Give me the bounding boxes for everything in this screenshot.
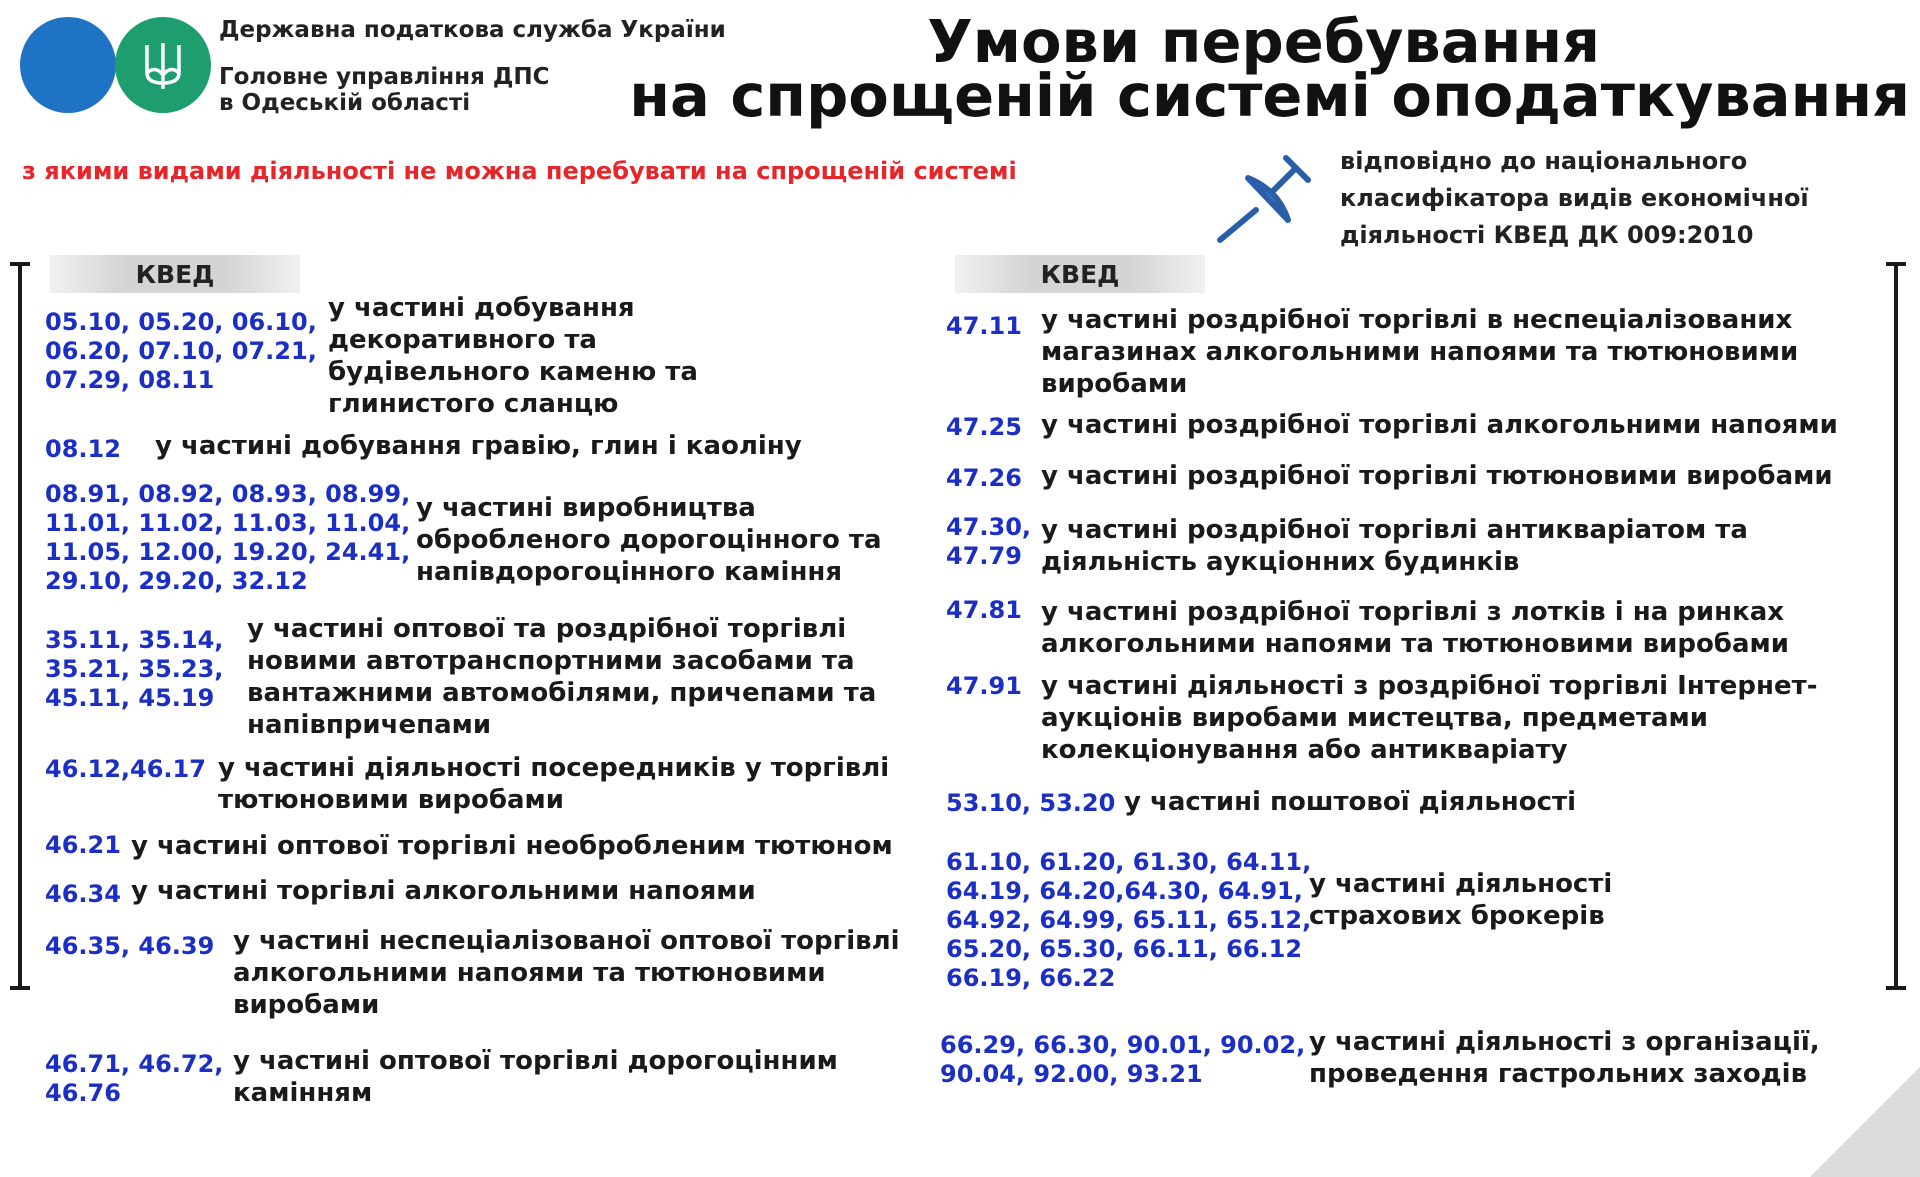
desc-line: у частині оптової торгівлі необробленим тютюном (131, 831, 893, 861)
classifier-line1: відповідно до національного (1340, 147, 1748, 175)
code-line: 47.26 (946, 464, 1022, 492)
code-line: 46.76 (45, 1079, 121, 1107)
left-entry-5-codes (45, 831, 121, 860)
left-entry-0-codes (45, 308, 317, 395)
code-line: 11.05, 12.00, 19.20, 24.41, (45, 538, 411, 566)
code-line: 46.71, 46.72, (45, 1050, 224, 1078)
desc-line: магазинах алкогольними напоями та тютюновими (1041, 337, 1799, 367)
code-line: 08.91, 08.92, 08.93, 08.99, (45, 480, 411, 508)
right-entry-4-codes (946, 596, 1022, 625)
kved-label-right: КВЕД (955, 255, 1205, 293)
desc-line: у частині діяльності з організації, (1309, 1027, 1820, 1057)
left-entry-4-desc (218, 752, 889, 816)
right-entry-5-desc (1041, 670, 1818, 766)
corner-decoration (1810, 1067, 1920, 1177)
classifier-line3: діяльності КВЕД ДК 009:2010 (1340, 221, 1754, 249)
classifier-text (1340, 143, 1809, 254)
left-entry-5-desc (131, 830, 893, 862)
desc-line: обробленого дорогоцінного та (416, 525, 882, 555)
dept-line2: в Одеській області (219, 90, 471, 116)
desc-line: колекціонування або антикваріату (1041, 735, 1568, 765)
right-entry-6-desc (1124, 786, 1576, 818)
right-entry-0-codes (946, 312, 1022, 341)
desc-line: виробами (233, 990, 380, 1020)
right-entry-4-desc (1041, 596, 1789, 660)
desc-line: у частині роздрібної торгівлі антикваріатом та (1041, 515, 1748, 545)
code-line: 66.19, 66.22 (946, 964, 1116, 992)
left-entry-1-codes (45, 435, 121, 464)
code-line: 45.11, 45.19 (45, 684, 215, 712)
desc-line: тютюновими виробами (218, 785, 565, 815)
desc-line: напівдорогоцінного каміння (416, 557, 843, 587)
code-line: 47.81 (946, 596, 1022, 624)
desc-line: проведення гастрольних заходів (1309, 1059, 1808, 1089)
code-line: 46.12,46.17 (45, 755, 206, 783)
desc-line: у частині торгівлі алкогольними напоями (131, 876, 756, 906)
desc-line: у частині роздрібної торгівлі в неспеціалізованих (1041, 305, 1793, 335)
left-entry-2-desc (416, 492, 882, 588)
code-line: 35.11, 35.14, (45, 626, 224, 654)
code-line: 11.01, 11.02, 11.03, 11.04, (45, 509, 411, 537)
code-line: 06.20, 07.10, 07.21, (45, 337, 317, 365)
desc-line: у частині роздрібної торгівлі з лотків і на ринках (1041, 597, 1785, 627)
desc-line: алкогольними напоями та тютюновими виробами (1041, 629, 1789, 659)
right-entry-8-codes (940, 1031, 1305, 1089)
desc-line: вантажними автомобілями, причепами та (247, 678, 877, 708)
right-entry-1-desc (1041, 409, 1838, 441)
desc-line: у частині оптової та роздрібної торгівлі (247, 614, 847, 644)
subtitle: з якими видами діяльності не можна перебувати на спрощеній системі (22, 157, 1017, 185)
right-entry-7-desc (1309, 868, 1612, 932)
desc-line: камінням (233, 1078, 373, 1108)
left-entry-3-codes (45, 626, 223, 713)
org-name: Державна податкова служба України (219, 17, 726, 43)
left-entry-6-codes (45, 880, 121, 909)
trident-icon (139, 39, 187, 91)
code-line: 65.20, 65.30, 66.11, 66.12 (946, 935, 1303, 963)
code-line: 47.79 (946, 542, 1022, 570)
logo-blue-circle (20, 17, 116, 113)
left-entry-0-desc (328, 292, 698, 420)
desc-line: у частині діяльності посередників у торгівлі (218, 753, 890, 783)
desc-line: у частині добування гравію, глин і каоліну (155, 431, 802, 461)
desc-line: аукціонів виробами мистецтва, предметами (1041, 703, 1708, 733)
desc-line: у частині роздрібної торгівлі алкогольними напоями (1041, 410, 1838, 440)
code-line: 66.29, 66.30, 90.01, 90.02, (940, 1031, 1306, 1059)
desc-line: у частині діяльності з роздрібної торгівлі Інтернет- (1041, 671, 1818, 701)
desc-line: у частині роздрібної торгівлі тютюновими виробами (1041, 461, 1833, 491)
desc-line: будівельного каменю та (328, 357, 698, 387)
desc-line: у частині поштової діяльності (1124, 787, 1576, 817)
right-entry-3-desc (1041, 514, 1748, 578)
left-entry-8-desc (233, 1045, 838, 1109)
left-entry-4-codes (45, 755, 206, 784)
left-entry-1-desc (155, 430, 802, 462)
left-bracket (18, 262, 22, 990)
code-line: 47.30, (946, 513, 1032, 541)
desc-line: алкогольними напоями та тютюновими (233, 958, 826, 988)
right-entry-2-codes (946, 464, 1022, 493)
right-entry-3-codes (946, 513, 1031, 571)
title-line1: Умови перебування (927, 7, 1600, 76)
right-entry-8-desc (1309, 1026, 1820, 1090)
dept-line1: Головне управління ДПС (219, 64, 550, 90)
desc-line: у частині оптової торгівлі дорогоцінним (233, 1046, 838, 1076)
code-line: 05.10, 05.20, 06.10, (45, 308, 317, 336)
right-bracket (1894, 262, 1898, 990)
desc-line: декоративного та (328, 325, 597, 355)
right-entry-1-codes (946, 413, 1022, 442)
desc-line: у частині неспеціалізованої оптової торгівлі (233, 926, 900, 956)
classifier-line2: класифікатора видів економічної (1340, 184, 1809, 212)
code-line: 90.04, 92.00, 93.21 (940, 1060, 1203, 1088)
code-line: 35.21, 35.23, (45, 655, 224, 683)
desc-line: виробами (1041, 369, 1188, 399)
left-entry-3-desc (247, 613, 876, 741)
code-line: 47.91 (946, 672, 1022, 700)
desc-line: у частині діяльності (1309, 869, 1613, 899)
desc-line: діяльність аукціонних будинків (1041, 547, 1520, 577)
code-line: 64.92, 64.99, 65.11, 65.12, (946, 906, 1312, 934)
left-entry-7-codes (45, 932, 214, 961)
desc-line: страхових брокерів (1309, 901, 1605, 931)
desc-line: у частині виробництва (416, 493, 756, 523)
left-entry-8-codes (45, 1050, 223, 1108)
left-entry-2-codes (45, 480, 410, 596)
code-line: 29.10, 29.20, 32.12 (45, 567, 308, 595)
desc-line: глинистого сланцю (328, 389, 619, 419)
code-line: 08.12 (45, 435, 121, 463)
code-line: 53.10, 53.20 (946, 789, 1116, 817)
left-entry-6-desc (131, 875, 756, 907)
right-entry-6-codes (946, 789, 1115, 818)
code-line: 64.19, 64.20,64.30, 64.91, (946, 877, 1303, 905)
code-line: 46.35, 46.39 (45, 932, 215, 960)
desc-line: напівпричепами (247, 710, 492, 740)
pushpin-icon (1212, 148, 1322, 248)
code-line: 46.34 (45, 880, 121, 908)
title-line2: на спрощеній системі оподаткування (629, 61, 1910, 130)
logo-green-circle (115, 17, 211, 113)
desc-line: новими автотранспортними засобами та (247, 646, 855, 676)
code-line: 61.10, 61.20, 61.30, 64.11, (946, 848, 1312, 876)
right-entry-7-codes (946, 848, 1311, 993)
code-line: 47.11 (946, 312, 1022, 340)
code-line: 46.21 (45, 831, 121, 859)
desc-line: у частині добування (328, 293, 635, 323)
code-line: 07.29, 08.11 (45, 366, 215, 394)
left-entry-7-desc (233, 925, 900, 1021)
right-entry-2-desc (1041, 460, 1833, 492)
right-entry-0-desc (1041, 304, 1798, 400)
right-entry-5-codes (946, 672, 1022, 701)
code-line: 47.25 (946, 413, 1022, 441)
kved-label-left: КВЕД (50, 255, 300, 293)
